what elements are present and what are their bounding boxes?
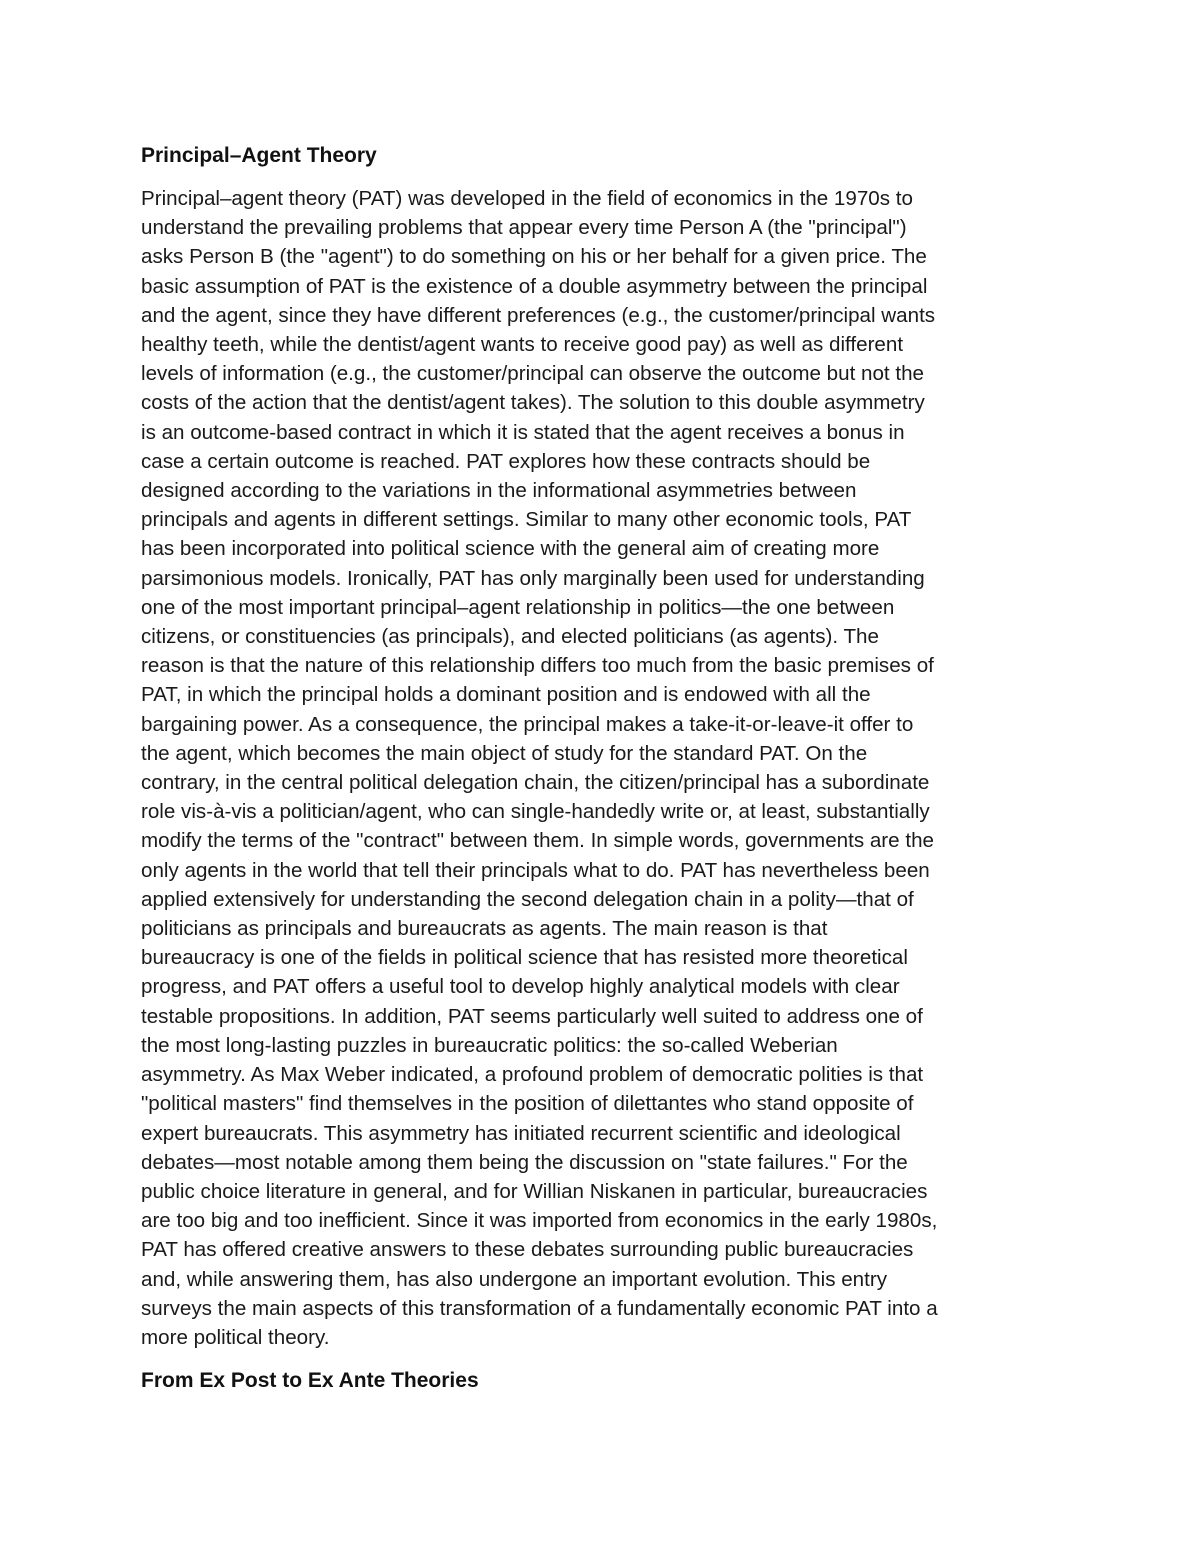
paragraph-line: testable propositions. In addition, PAT seems particularly well suited to address one of <box>141 1004 923 1028</box>
paragraph-line: Principal–agent theory (PAT) was developed in the field of economics in the 1970s to <box>141 187 913 210</box>
paragraph-line: are too big and too inefficient. Since it was imported from economics in the early 1980s, <box>141 1209 938 1233</box>
paragraph-line: case a certain outcome is reached. PAT explores how these contracts should be <box>141 449 871 473</box>
section-heading: From Ex Post to Ex Ante Theories <box>141 1369 479 1393</box>
paragraph-line: only agents in the world that tell their principals what to do. PAT has nevertheless been <box>141 858 930 882</box>
paragraph-line: healthy teeth, while the dentist/agent wants to receive good pay) as well as different <box>141 333 904 357</box>
paragraph-line: principals and agents in different settings. Similar to many other economic tools, PAT <box>141 508 912 532</box>
paragraph-line: modify the terms of the "contract" between them. In simple words, governments are the <box>141 829 934 853</box>
paragraph-line: more political theory. <box>141 1325 330 1349</box>
paragraph-line: surveys the main aspects of this transformation of a fundamentally economic PAT into a <box>141 1296 938 1320</box>
document-content <box>141 141 1071 1395</box>
paragraph-line: basic assumption of PAT is the existence of a double asymmetry between the principal <box>141 274 928 298</box>
paragraph-line: asks Person B (the "agent") to do something on his or her behalf for a given price. The <box>141 245 927 269</box>
paragraph-line: applied extensively for understanding the second delegation chain in a polity—that of <box>141 887 914 911</box>
paragraph-line: bureaucracy is one of the fields in political science that has resisted more theoretical <box>141 946 908 970</box>
paragraph-line: public choice literature in general, and for Willian Niskanen in particular, bureaucracies <box>141 1179 928 1203</box>
paragraph-line: reason is that the nature of this relationship differs too much from the basic premises of <box>141 654 934 678</box>
paragraph-line: debates—most notable among them being the discussion on "state failures." For the <box>141 1150 908 1174</box>
paragraph-line: the most long-lasting puzzles in bureaucratic politics: the so-called Weberian <box>141 1033 838 1057</box>
paragraph-line: role vis-à-vis a politician/agent, who can single-handedly write or, at least, substantially <box>141 800 930 824</box>
paragraph-line: "political masters" find themselves in the position of dilettantes who stand opposite of <box>141 1092 914 1116</box>
paragraph-line: costs of the action that the dentist/agent takes). The solution to this double asymmetry <box>141 391 925 415</box>
body-paragraph <box>141 184 1071 1352</box>
paragraph-line: bargaining power. As a consequence, the principal makes a take-it-or-leave-it offer to <box>141 712 914 736</box>
paragraph-line: designed according to the variations in the informational asymmetries between <box>141 479 857 503</box>
page-title: Principal–Agent Theory <box>141 144 377 167</box>
paragraph-line: progress, and PAT offers a useful tool to develop highly analytical models with clear <box>141 975 900 999</box>
paragraph-line: and the agent, since they have different preferences (e.g., the customer/principal wants <box>141 303 936 327</box>
paragraph-line: and, while answering them, has also undergone an important evolution. This entry <box>141 1267 888 1291</box>
paragraph-line: has been incorporated into political science with the general aim of creating more <box>141 537 880 561</box>
paragraph-line: asymmetry. As Max Weber indicated, a profound problem of democratic polities is that <box>141 1063 924 1087</box>
paragraph-line: politicians as principals and bureaucrats as agents. The main reason is that <box>141 917 828 941</box>
paragraph-line: PAT, in which the principal holds a dominant position and is endowed with all the <box>141 683 871 707</box>
paragraph-line: contrary, in the central political delegation chain, the citizen/principal has a subordinate <box>141 771 930 795</box>
paragraph-line: is an outcome-based contract in which it is stated that the agent receives a bonus in <box>141 420 905 444</box>
paragraph-line: one of the most important principal–agent relationship in politics—the one between <box>141 595 895 619</box>
paragraph-line: expert bureaucrats. This asymmetry has initiated recurrent scientific and ideological <box>141 1121 901 1145</box>
paragraph-line: the agent, which becomes the main object of study for the standard PAT. On the <box>141 741 868 765</box>
paragraph-line: parsimonious models. Ironically, PAT has only marginally been used for understanding <box>141 566 925 590</box>
paragraph-line: understand the prevailing problems that appear every time Person A (the "principal") <box>141 216 907 240</box>
paragraph-line: citizens, or constituencies (as principals), and elected politicians (as agents). The <box>141 625 879 649</box>
paragraph-line: PAT has offered creative answers to these debates surrounding public bureaucracies <box>141 1238 914 1262</box>
paragraph-line: levels of information (e.g., the customer/principal can observe the outcome but not the <box>141 362 924 386</box>
